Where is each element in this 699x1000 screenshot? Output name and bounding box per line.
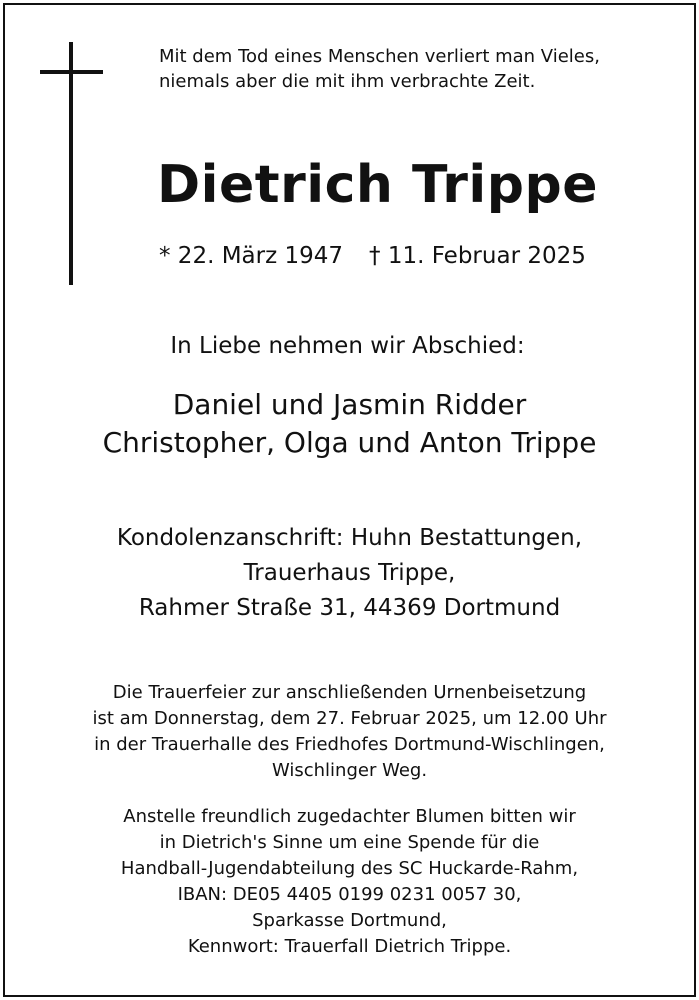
ceremony-line: in der Trauerhalle des Friedhofes Dortmund-Wischlingen, [94,734,605,755]
mourner-line: Christopher, Olga und Anton Trippe [102,426,597,459]
donation-line: Sparkasse Dortmund, [252,910,447,931]
cross-vertical-bar [69,42,73,285]
donation-line: Kennwort: Trauerfall Dietrich Trippe. [187,936,512,957]
motto-line-2: niemals aber die mit ihm verbrachte Zeit. [159,71,536,92]
ceremony-line: ist am Donnerstag, dem 27. Februar 2025, um 12.00 Uhr [92,708,607,729]
ceremony-line: Die Trauerfeier zur anschließenden Urnenbeisetzung [112,682,587,703]
motto [159,44,679,94]
deceased-name: Dietrich Trippe [157,155,598,215]
farewell-intro-text: In Liebe nehmen wir Abschied: [170,333,525,359]
ceremony-info [0,680,699,784]
cross-horizontal-bar [40,70,103,74]
motto-line-1: Mit dem Tod eines Menschen verliert man Vieles, [159,46,600,67]
mourners [0,386,699,462]
donation-info [0,804,699,960]
donation-line: Handball-Jugendabteilung des SC Huckarde-Rahm, [120,858,579,879]
mourner-line: Daniel und Jasmin Ridder [172,388,527,421]
donation-line: Anstelle freundlich zugedachter Blumen bitten wir [123,806,576,827]
address-line: Kondolenzanschrift: Huhn Bestattungen, [116,525,583,551]
address-line: Rahmer Straße 31, 44369 Dortmund [138,595,561,621]
donation-line: in Dietrich's Sinne um eine Spende für die [159,832,540,853]
life-dates [159,240,586,272]
address-line: Trauerhaus Trippe, [243,560,456,586]
birth-date: * 22. März 1947 [159,243,344,269]
condolence-address [0,521,699,626]
ceremony-line: Wischlinger Weg. [271,760,428,781]
farewell-intro [0,330,699,362]
death-date: † 11. Februar 2025 [369,243,586,269]
donation-line: IBAN: DE05 4405 0199 0231 0057 30, [177,884,522,905]
